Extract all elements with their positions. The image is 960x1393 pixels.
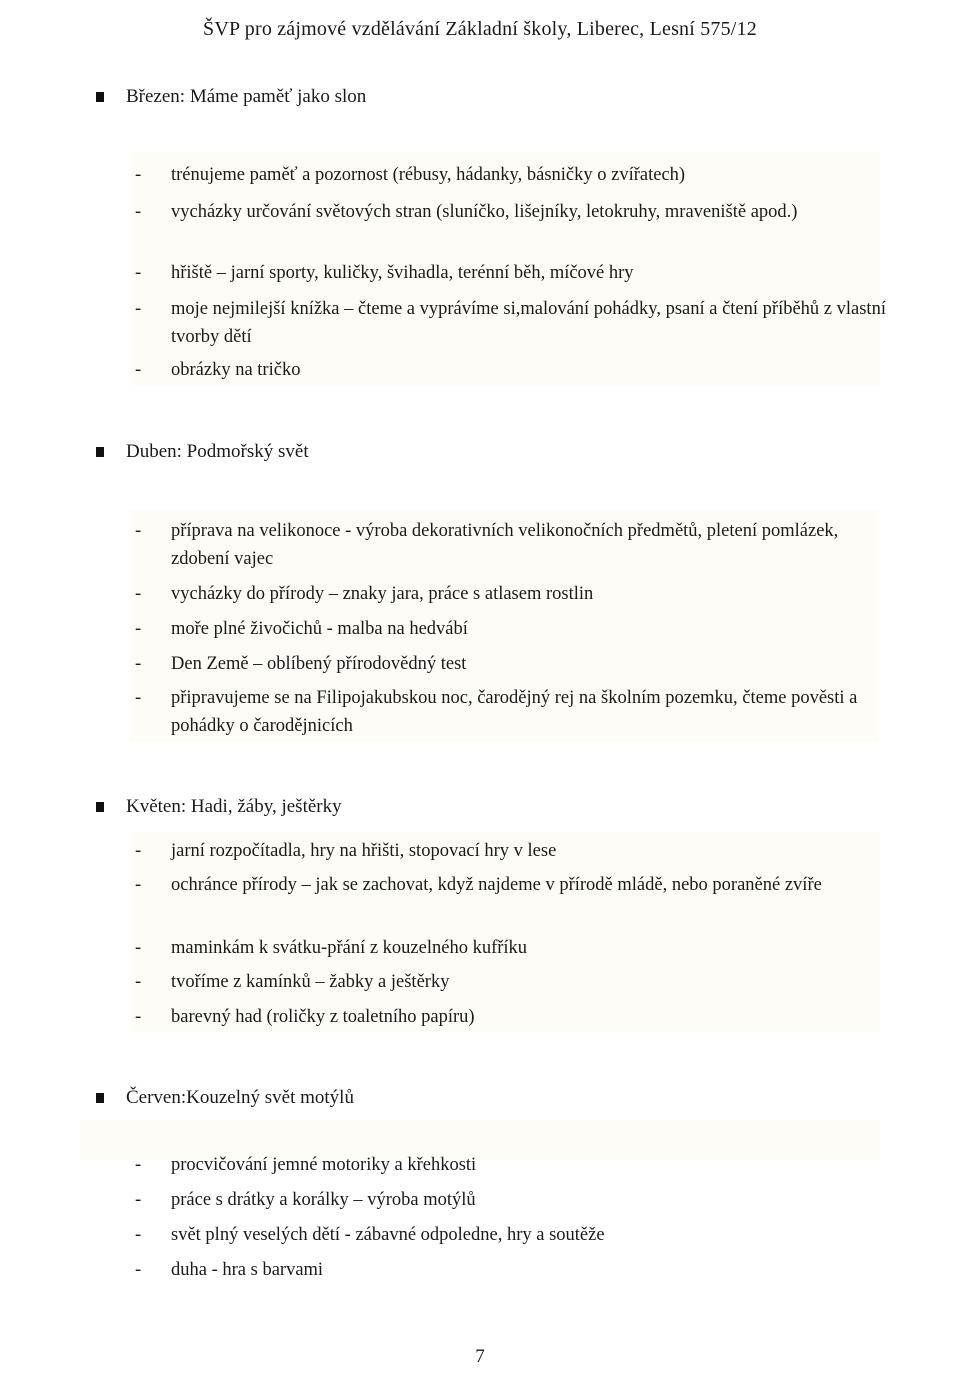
dash-marker: - [135,521,142,541]
dash-marker: - [135,619,142,639]
page-header: ŠVP pro zájmové vzdělávání Základní školy, Liberec, Lesní 575/12 [203,18,757,40]
square-bullet-icon [96,92,104,102]
dash-marker: - [135,1190,142,1210]
dash-marker: - [135,654,142,674]
list-item [135,684,895,740]
dash-marker: - [135,1007,142,1027]
list-item [135,295,895,351]
dash-marker: - [135,875,142,895]
list-item [135,356,895,384]
list-item-text: ochránce přírody – jak se zachovat, když najdeme v přírodě mládě, nebo poraněné zvíře [171,875,822,895]
list-item [135,1186,895,1214]
list-item [135,580,895,608]
list-item-text: Den Země – oblíbený přírodovědný test [171,654,467,674]
dash-marker: - [135,202,142,222]
list-item-text: vycházky do přírody – znaky jara, práce s atlasem rostlin [171,584,594,604]
section-heading-text: Březen: Máme paměť jako slon [126,86,367,107]
section-heading-text: Duben: Podmořský svět [126,441,309,462]
list-item [135,1003,895,1031]
list-item [135,934,895,962]
list-item-text: vycházky určování světových stran (sluníčko, lišejníky, letokruhy, mraveniště apod.) [171,202,798,222]
list-item-text: připravujeme se na Filipojakubskou noc, čarodějný rej na školním pozemku, čteme pověsti a pohádky o čarodějnicích [171,688,858,736]
dash-marker: - [135,165,142,185]
dash-marker: - [135,1260,142,1280]
list-item-text: obrázky na tričko [171,360,301,380]
list-item-text: moře plné živočichů - malba na hedvábí [171,619,468,639]
dash-marker: - [135,841,142,861]
page-number: 7 [475,1346,485,1367]
dash-marker: - [135,299,142,319]
list-item [135,837,895,865]
square-bullet-icon [96,447,104,457]
list-item-text: duha - hra s barvami [171,1260,324,1280]
list-item [135,1221,895,1249]
list-item [135,615,895,643]
dash-marker: - [135,1155,142,1175]
list-item [135,259,895,287]
list-item [135,871,895,899]
list-item-text: maminkám k svátku-přání z kouzelného kufříku [171,938,528,958]
list-item-text: svět plný veselých dětí - zábavné odpoledne, hry a soutěže [171,1225,605,1245]
dash-marker: - [135,360,142,380]
dash-marker: - [135,938,142,958]
list-item-text: barevný had (roličky z toaletního papíru) [171,1007,475,1027]
list-item [135,1151,895,1179]
dash-marker: - [135,688,142,708]
list-item-text: moje nejmilejší knížka – čteme a vyprávíme si,malování pohádky, psaní a čtení příběhů z vlastní tvorby dětí [171,299,886,347]
square-bullet-icon [96,1093,104,1103]
section-heading-brezen [96,86,366,108]
list-item [135,198,895,226]
section-heading-text: Červen:Kouzelný svět motýlů [126,1087,354,1108]
dash-marker: - [135,972,142,992]
list-item-text: tvoříme z kamínků – žabky a ještěrky [171,972,450,992]
list-item [135,650,895,678]
section-heading-duben [96,441,309,463]
list-item-text: příprava na velikonoce - výroba dekorativních velikonočních předmětů, pletení pomlázek, zdobení vajec [171,521,839,569]
dash-marker: - [135,263,142,283]
section-heading-kveten [96,796,342,818]
list-item-text: jarní rozpočítadla, hry na hřišti, stopovací hry v lese [171,841,557,861]
list-item-text: trénujeme paměť a pozornost (rébusy, hádanky, básničky o zvířatech) [171,165,686,185]
dash-marker: - [135,584,142,604]
list-item-text: práce s drátky a korálky – výroba motýlů [171,1190,476,1210]
section-heading-cerven [96,1087,354,1109]
dash-marker: - [135,1225,142,1245]
list-item [135,968,895,996]
list-item-text: hřiště – jarní sporty, kuličky, švihadla, terénní běh, míčové hry [171,263,634,283]
square-bullet-icon [96,802,104,812]
list-item [135,161,895,189]
list-item [135,1256,895,1284]
section-heading-text: Květen: Hadi, žáby, ještěrky [126,796,342,817]
list-item-text: procvičování jemné motoriky a křehkosti [171,1155,477,1175]
list-item [135,517,895,573]
